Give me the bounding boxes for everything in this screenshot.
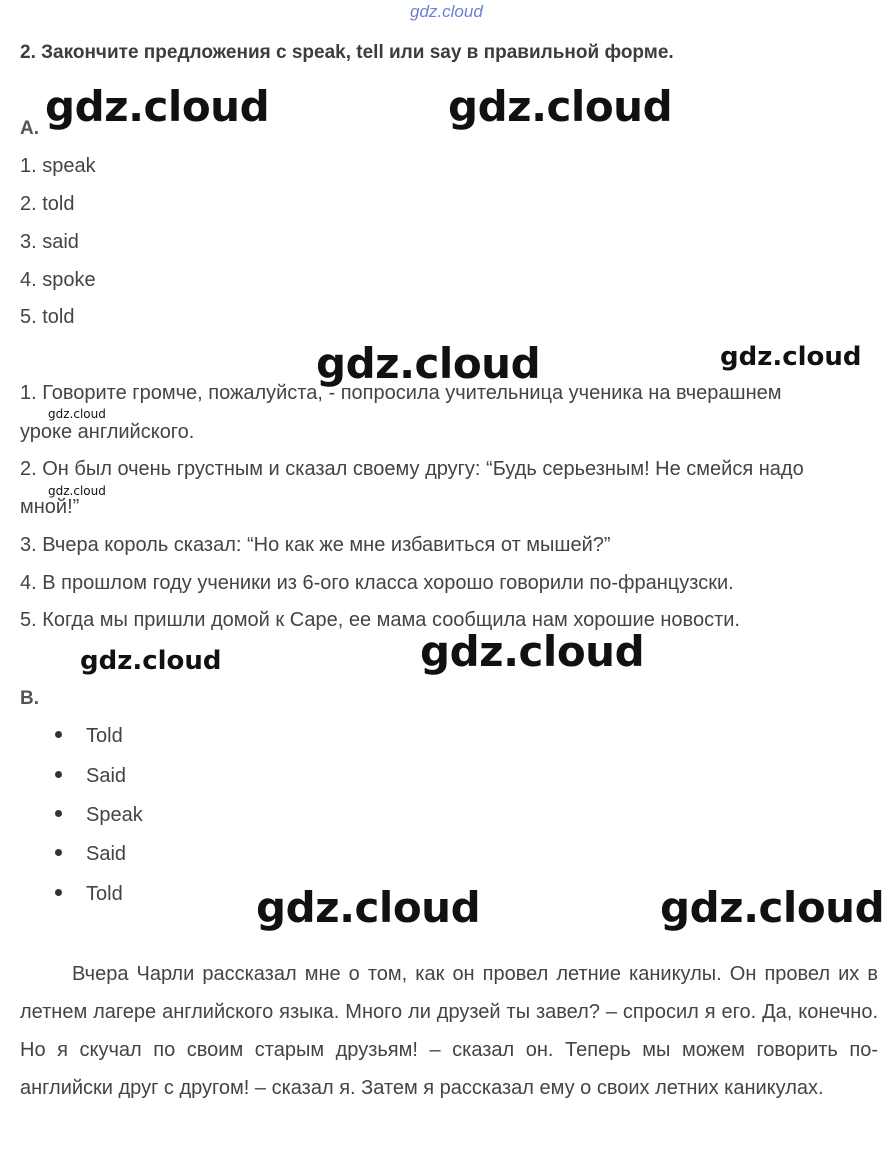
answer-a-5: 5. told <box>20 306 75 328</box>
task-heading: 2. Закончите предложения с speak, tell или say в правильной форме. <box>20 42 674 63</box>
list-item <box>55 883 123 906</box>
watermark: gdz.cloud <box>48 407 106 421</box>
translation-line: 2. Он был очень грустным и сказал своему другу: “Будь серьезным! Не смейся надо <box>20 458 804 480</box>
watermark: gdz.cloud <box>720 342 862 372</box>
list-item-text: Speak <box>86 804 143 826</box>
watermark: gdz.cloud <box>80 646 222 676</box>
list-item <box>55 725 123 748</box>
section-b-label: B. <box>20 688 39 709</box>
watermark: gdz.cloud <box>256 883 481 932</box>
watermark: gdz.cloud <box>316 339 541 388</box>
bullet-icon <box>55 731 62 738</box>
translation-line: 3. Вчера король сказал: “Но как же мне избавиться от мышей?” <box>20 534 611 556</box>
list-item-text: Told <box>86 883 123 905</box>
answer-a-1: 1. speak <box>20 155 96 177</box>
bullet-icon <box>55 771 62 778</box>
answer-a-4: 4. spoke <box>20 269 96 291</box>
watermark: gdz.cloud <box>420 627 645 676</box>
watermark: gdz.cloud <box>448 82 673 131</box>
list-item-text: Said <box>86 765 127 787</box>
answer-a-2: 2. told <box>20 193 75 215</box>
translation-line: 4. В прошлом году ученики из 6-ого класса хорошо говорили по-французски. <box>20 572 734 594</box>
bullet-icon <box>55 849 62 856</box>
bullet-icon <box>55 889 62 896</box>
watermark: gdz.cloud <box>660 883 885 932</box>
translation-line: мной!” <box>20 496 80 518</box>
site-label[interactable]: gdz.cloud <box>410 2 483 21</box>
answer-a-3: 3. said <box>20 231 79 253</box>
list-item-text: Said <box>86 843 127 865</box>
watermark: gdz.cloud <box>48 484 106 498</box>
list-item <box>55 843 126 866</box>
list-item <box>55 804 143 827</box>
translation-line: 1. Говорите громче, пожалуйста, - попросила учительница ученика на вчерашнем <box>20 382 782 404</box>
list-item <box>55 765 126 788</box>
watermark: gdz.cloud <box>45 82 270 131</box>
section-a-label: A. <box>20 118 39 139</box>
list-item-text: Told <box>86 725 123 747</box>
bullet-icon <box>55 810 62 817</box>
translation-line: уроке английского. <box>20 421 195 443</box>
translation-line: 5. Когда мы пришли домой к Саре, ее мама сообщила нам хорошие новости. <box>20 609 740 631</box>
story-paragraph: Вчера Чарли рассказал мне о том, как он провел летние каникулы. Он провел их в летнем лагере английского языка. Много ли друзей ты завел? – спросил я его. Да, конечно. Но я скучал по своим старым друзьям! – сказал он. Теперь мы можем говорить по-английски друг с другом! – сказал я. Затем я рассказал ему о своих летних каникулах. <box>20 963 878 1099</box>
